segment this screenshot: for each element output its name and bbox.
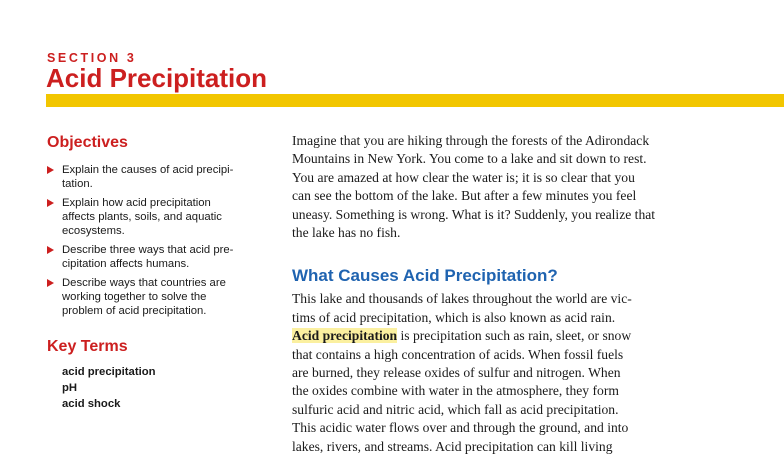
key-terms-heading: Key Terms — [47, 338, 128, 355]
main-text — [292, 132, 722, 456]
objective-line: Explain how acid precipitation — [62, 197, 211, 209]
objectives-list — [47, 163, 267, 318]
text-line: are burned, they release oxides of sulfur and nitrogen. When — [292, 365, 621, 381]
text-line: Imagine that you are hiking through the forests of the Adirondack — [292, 133, 650, 148]
objective-line: Explain the causes of acid precipi- — [62, 164, 234, 176]
objective-line: ecosystems. — [62, 225, 125, 237]
text-line: Mountains in New York. You come to a lake and sit down to rest. — [292, 151, 647, 167]
text-line: the lake has no fish. — [292, 225, 401, 241]
objective-line: working together to solve the — [62, 291, 207, 303]
text-line-with-term — [292, 327, 722, 345]
list-item — [47, 243, 260, 271]
red-triangle-bullet-icon — [47, 166, 54, 174]
key-term: acid precipitation — [62, 366, 156, 378]
key-term: acid shock — [62, 398, 121, 410]
section-title: Acid Precipitation — [46, 63, 268, 93]
objective-line: affects plants, soils, and aquatic — [62, 211, 222, 223]
text-line: uneasy. Something is wrong. What is it? Suddenly, you realize that — [292, 206, 656, 222]
list-item — [47, 276, 260, 318]
text-line: This lake and thousands of lakes throughout the world are vic- — [292, 291, 632, 307]
red-triangle-bullet-icon — [47, 246, 54, 254]
objective-line: Describe three ways that acid pre- — [62, 244, 234, 256]
text-fragment: is precipitation such as rain, sleet, or snow — [397, 328, 632, 344]
objective-line: problem of acid precipitation. — [62, 305, 207, 317]
objective-line: tation. — [62, 178, 93, 190]
text-line: This acidic water flows over and through the ground, and into — [292, 420, 629, 436]
section-label: SECTION 3 — [47, 51, 137, 65]
red-triangle-bullet-icon — [47, 199, 54, 207]
text-line: sulfuric acid and nitric acid, which fall as acid precipitation. — [292, 401, 619, 417]
key-term: pH — [62, 382, 78, 394]
sidebar — [47, 132, 267, 412]
list-item — [47, 196, 260, 238]
text-line: You are amazed at how clear the water is; it is so clear that you — [292, 169, 635, 185]
text-line: that contains a high concentration of acids. When fossil fuels — [292, 346, 624, 362]
objective-line: Describe ways that countries are — [62, 277, 226, 289]
causes-paragraph — [292, 290, 722, 456]
objectives-heading: Objectives — [47, 134, 128, 151]
text-line: the oxides combine with water in the atmosphere, they form — [292, 383, 619, 399]
text-line: can see the bottom of the lake. But after a few minutes you feel — [292, 188, 637, 204]
text-line: tims of acid precipitation, which is also known as acid rain. — [292, 309, 616, 325]
objective-line: cipitation affects humans. — [62, 258, 190, 270]
title-underline-bar — [46, 94, 784, 107]
list-item — [47, 163, 260, 191]
key-terms-list — [62, 364, 267, 412]
intro-paragraph — [292, 132, 722, 242]
highlighted-key-term: Acid precipitation — [292, 328, 398, 344]
text-line: lakes, rivers, and streams. Acid precipitation can kill living — [292, 438, 613, 454]
red-triangle-bullet-icon — [47, 279, 54, 287]
causes-heading: What Causes Acid Precipitation? — [292, 266, 558, 286]
